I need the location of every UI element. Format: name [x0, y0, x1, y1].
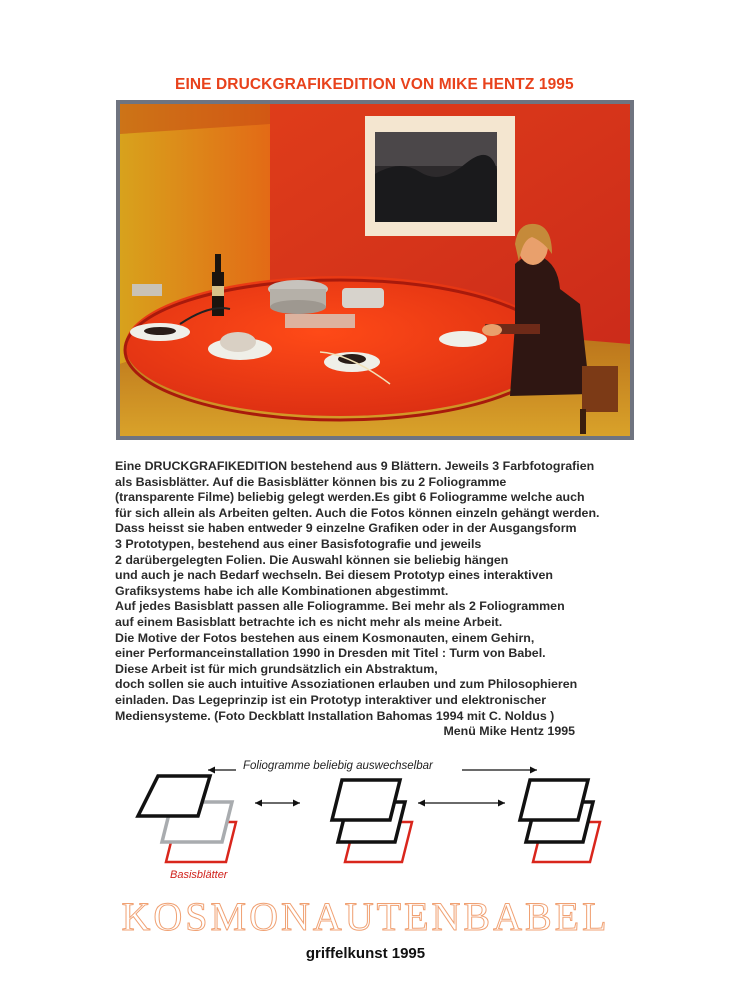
publisher-footer: griffelkunst 1995: [305, 945, 426, 962]
base-sheets-label: Basisblätter: [170, 869, 228, 881]
description-text: [115, 459, 635, 740]
sheet-stack-2: [332, 780, 412, 862]
description-line: auf einem Basisblatt betrachte ich es nicht mehr als meine Arbeit.: [115, 614, 503, 629]
installation-photo: [116, 100, 634, 440]
description-line: einer Performanceinstallation 1990 in Dresden mit Titel : Turm von Babel.: [115, 646, 546, 661]
description-line: doch sollen sie auch intuitive Assoziationen erlauben und zum Philosophieren: [115, 677, 578, 692]
description-line: und auch je nach Bedarf wechseln. Bei diesem Prototyp eines interaktiven: [115, 568, 553, 583]
description-line: (transparente Filme) beliebig gelegt werden.Es gibt 6 Foliogramme welche auch: [115, 490, 585, 505]
description-line: Auf jedes Basisblatt passen alle Foliogramme. Bei mehr als 2 Foliogrammen: [115, 599, 565, 614]
description-line: einladen. Das Legeprinzip ist ein Prototyp interaktiver und elektronischer: [115, 692, 547, 707]
edition-heading: EINE DRUCKGRAFIKEDITION VON MIKE HENTZ 1995: [175, 76, 574, 93]
description-line: 2 darübergelegten Folien. Die Auswahl können sie beliebig hängen: [115, 552, 509, 567]
description-line: Dass heisst sie haben entweder 9 einzelne Grafiken oder in der Ausgangsform: [115, 521, 577, 536]
sheet-stack-1: [138, 776, 236, 862]
description-line: als Basisblätter. Auf die Basisblätter können bis zu 2 Foliogramme: [115, 474, 507, 489]
description-line: Eine DRUCKGRAFIKEDITION bestehend aus 9 Blättern. Jeweils 3 Farbfotografien: [115, 459, 595, 473]
description-line: Die Motive der Fotos bestehen aus einem Kosmonauten, einem Gehirn,: [115, 630, 535, 645]
sheet-stack-3: [520, 780, 600, 862]
description-line: Diese Arbeit ist für mich grundsätzlich ein Abstraktum,: [115, 661, 438, 676]
description-line: 3 Prototypen, bestehend aus einer Basisfotografie und jeweils: [115, 536, 482, 551]
foliogram-diagram: [0, 755, 731, 885]
description-line: für sich allein als Arbeiten gelten. Auch die Fotos können einzeln gehängt werden.: [115, 505, 600, 520]
description-line: Mediensysteme. (Foto Deckblatt Installation Bahomas 1994 mit C. Noldus ): [115, 708, 555, 723]
kosmonautenbabel-title: KOSMONAUTENBABEL: [121, 894, 610, 939]
installation-photo-image: [120, 104, 630, 436]
diagram-caption: Foliogramme beliebig auswechselbar: [243, 760, 433, 772]
description-line: Grafiksystems habe ich alle Kombinationen abgestimmt.: [115, 583, 449, 598]
signature: Menü Mike Hentz 1995: [443, 724, 575, 739]
